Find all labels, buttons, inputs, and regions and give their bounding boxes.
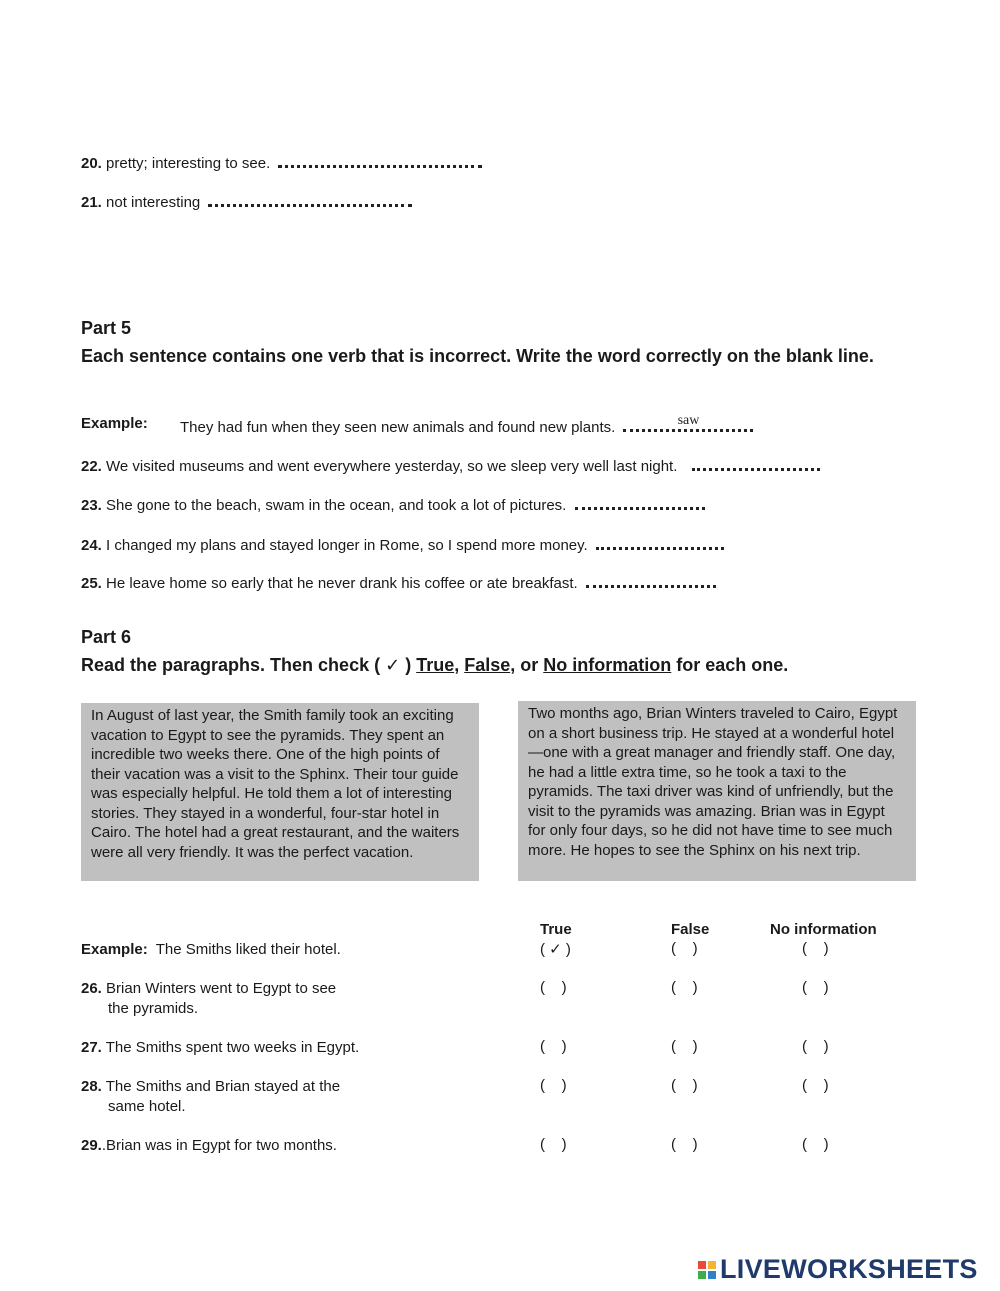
part6-instruction: [81, 654, 788, 677]
q27-false-box[interactable]: ( ): [671, 1038, 698, 1055]
logo-text: LIVEWORKSHEETS: [720, 1254, 978, 1284]
example-true-box: ( ✓ ): [540, 941, 571, 958]
question-text: Brian Winters went to Egypt to see: [101, 980, 337, 997]
question-text: .Brian was in Egypt for two months.: [101, 1137, 337, 1154]
question-23: [81, 493, 705, 514]
question-number: 20.: [81, 155, 102, 172]
q28-noinfo-box[interactable]: ( ): [802, 1077, 829, 1094]
question-number: 28.: [81, 1078, 102, 1095]
answer-blank-24[interactable]: [596, 533, 724, 550]
question-number: 26.: [81, 980, 102, 997]
answer-blank-25[interactable]: [586, 571, 716, 588]
part5-example: [81, 415, 148, 432]
instr-text: for each one.: [671, 655, 789, 675]
question-number: 25.: [81, 575, 102, 592]
example-answer: saw: [677, 413, 700, 428]
question-number: 21.: [81, 194, 102, 211]
part5-title: Part 5: [81, 318, 132, 338]
paragraph-smiths: In August of last year, the Smith family took an exciting vacation to Egypt to see the pyramids. They spent an incredible two weeks there. One of the high points of their vacation was a visit to the Sphinx. Their tour guide was especially helpful. He told them a lot of interesting stories. They stayed in a wonderful, four-star hotel in Cairo. The hotel had a great restaurant, and the waiters were all very friendly. It was the perfect vacation.: [81, 703, 479, 881]
check-mark-icon: ✓: [385, 655, 401, 676]
question-text: She gone to the beach, swam in the ocean, and took a lot of pictures.: [101, 497, 567, 514]
question-22: [81, 454, 820, 475]
q28-true-box[interactable]: ( ): [540, 1077, 567, 1094]
question-number: 27.: [81, 1039, 102, 1056]
instr-text: ,: [454, 655, 465, 675]
q28-false-box[interactable]: ( ): [671, 1077, 698, 1094]
answer-blank-23[interactable]: [575, 493, 705, 510]
question-28: [81, 1077, 381, 1116]
question-text: The Smiths and Brian stayed at the: [101, 1078, 341, 1095]
instr-text: Read the paragraphs. Then check (: [81, 655, 386, 675]
q26-noinfo-box[interactable]: ( ): [802, 979, 829, 996]
q29-true-box[interactable]: ( ): [540, 1136, 567, 1153]
example-label: Example:: [81, 415, 148, 432]
example-noinfo-box: ( ): [802, 940, 829, 957]
header-no-information: No information: [770, 921, 877, 938]
question-text-cont: same hotel.: [108, 1097, 186, 1115]
example-false-box: ( ): [671, 940, 698, 957]
paragraph-brian: Two months ago, Brian Winters traveled to Cairo, Egypt on a short business trip. He stayed at a wonderful hotel—one with a great manager and friendly staff. One day, he had a little extra time, so he took a taxi to the pyramids. The taxi driver was kind of unfriendly, but the visit to the pyramids was amazing. Brian was in Egypt for only four days, so he did not have time to see much more. He hopes to see the Sphinx on his next trip.: [518, 701, 916, 881]
question-number: 29.: [81, 1137, 102, 1154]
question-26: [81, 979, 381, 1018]
part5-example-sentence: [180, 415, 753, 436]
question-text: pretty; interesting to see.: [101, 155, 271, 172]
answer-blank-22[interactable]: [692, 454, 820, 471]
question-text: The Smiths spent two weeks in Egypt.: [101, 1039, 360, 1056]
answer-blank-21[interactable]: [208, 190, 412, 207]
question-text: We visited museums and went everywhere yesterday, so we sleep very well last night.: [101, 458, 678, 475]
example-text: They had fun when they seen new animals and found new plants.: [180, 419, 616, 436]
instr-true: True: [416, 655, 455, 675]
part6-title: Part 6: [81, 627, 132, 647]
question-number: 23.: [81, 497, 102, 514]
instr-text: ): [400, 655, 417, 675]
header-true: True: [540, 921, 572, 938]
q26-true-box[interactable]: ( ): [540, 979, 567, 996]
question-24: [81, 533, 724, 554]
liveworksheets-logo: [698, 1254, 978, 1285]
question-number: 22.: [81, 458, 102, 475]
q26-false-box[interactable]: ( ): [671, 979, 698, 996]
question-text: He leave home so early that he never drank his coffee or ate breakfast.: [101, 575, 578, 592]
instr-false: False: [464, 655, 511, 675]
q29-noinfo-box[interactable]: ( ): [802, 1136, 829, 1153]
question-27: [81, 1038, 359, 1058]
logo-blocks-icon: [698, 1261, 716, 1279]
instr-text: , or: [510, 655, 544, 675]
q27-noinfo-box[interactable]: ( ): [802, 1038, 829, 1055]
example-text: The Smiths liked their hotel.: [147, 941, 341, 958]
question-number: 24.: [81, 537, 102, 554]
question-text-cont: the pyramids.: [108, 999, 199, 1017]
example-label: Example:: [81, 941, 148, 958]
part6-example: [81, 940, 341, 960]
example-answer-blank: [623, 415, 753, 432]
instr-noinfo: No information: [543, 655, 672, 675]
part5-instruction: Each sentence contains one verb that is incorrect. Write the word correctly on the blank line.: [81, 346, 874, 366]
question-25: [81, 571, 716, 592]
q27-true-box[interactable]: ( ): [540, 1038, 567, 1055]
question-text: not interesting: [101, 194, 201, 211]
question-20: [81, 151, 482, 172]
question-21: [81, 190, 412, 211]
question-text: I changed my plans and stayed longer in Rome, so I spend more money.: [101, 537, 588, 554]
q29-false-box[interactable]: ( ): [671, 1136, 698, 1153]
question-29: [81, 1136, 337, 1156]
answer-blank-20[interactable]: [278, 151, 482, 168]
header-false: False: [671, 921, 710, 938]
